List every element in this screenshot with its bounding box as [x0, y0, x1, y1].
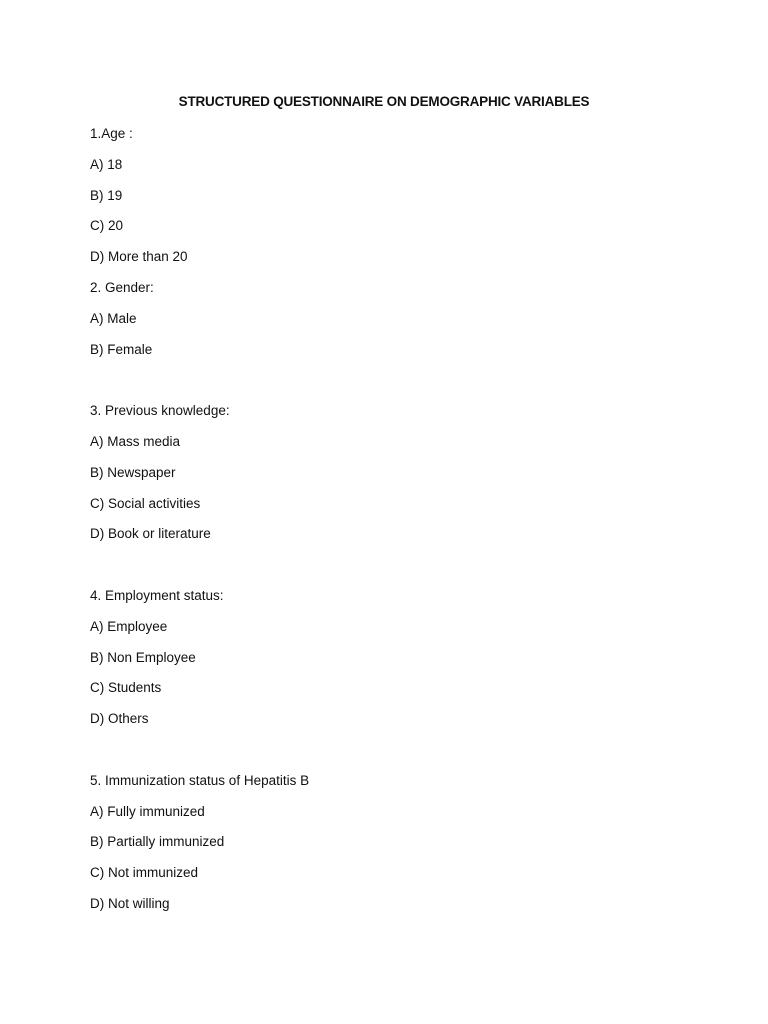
spacer — [90, 556, 309, 587]
employment-option-a: A) Employee — [90, 618, 168, 634]
employment-option-c: C) Students — [90, 680, 162, 696]
age-option-b: B) 19 — [90, 187, 123, 203]
age-option-d: D) More than 20 — [90, 249, 188, 265]
question-employment-status: 4. Employment status: — [90, 587, 224, 603]
employment-option-b: B) Non Employee — [90, 649, 196, 665]
gender-option-a: A) Male — [90, 310, 137, 326]
knowledge-option-b: B) Newspaper — [90, 464, 176, 480]
document-title: STRUCTURED QUESTIONNAIRE ON DEMOGRAPHIC VARIABLES — [178, 94, 590, 109]
knowledge-option-a: A) Mass media — [90, 433, 181, 449]
questionnaire-body — [90, 125, 309, 926]
spacer — [90, 741, 309, 772]
immunization-option-c: C) Not immunized — [90, 865, 199, 881]
knowledge-option-d: D) Book or literature — [90, 526, 211, 542]
age-option-a: A) 18 — [90, 156, 123, 172]
question-immunization-status: 5. Immunization status of Hepatitis B — [90, 772, 310, 788]
gender-option-b: B) Female — [90, 341, 153, 357]
immunization-option-d: D) Not willing — [90, 895, 170, 911]
question-gender: 2. Gender: — [90, 279, 154, 295]
employment-option-d: D) Others — [90, 711, 149, 727]
knowledge-option-c: C) Social activities — [90, 495, 201, 511]
spacer — [90, 371, 309, 402]
question-previous-knowledge: 3. Previous knowledge: — [90, 403, 230, 419]
question-age: 1.Age : — [90, 126, 133, 141]
immunization-option-a: A) Fully immunized — [90, 803, 205, 819]
age-option-c: C) 20 — [90, 218, 124, 234]
immunization-option-b: B) Partially immunized — [90, 834, 225, 850]
